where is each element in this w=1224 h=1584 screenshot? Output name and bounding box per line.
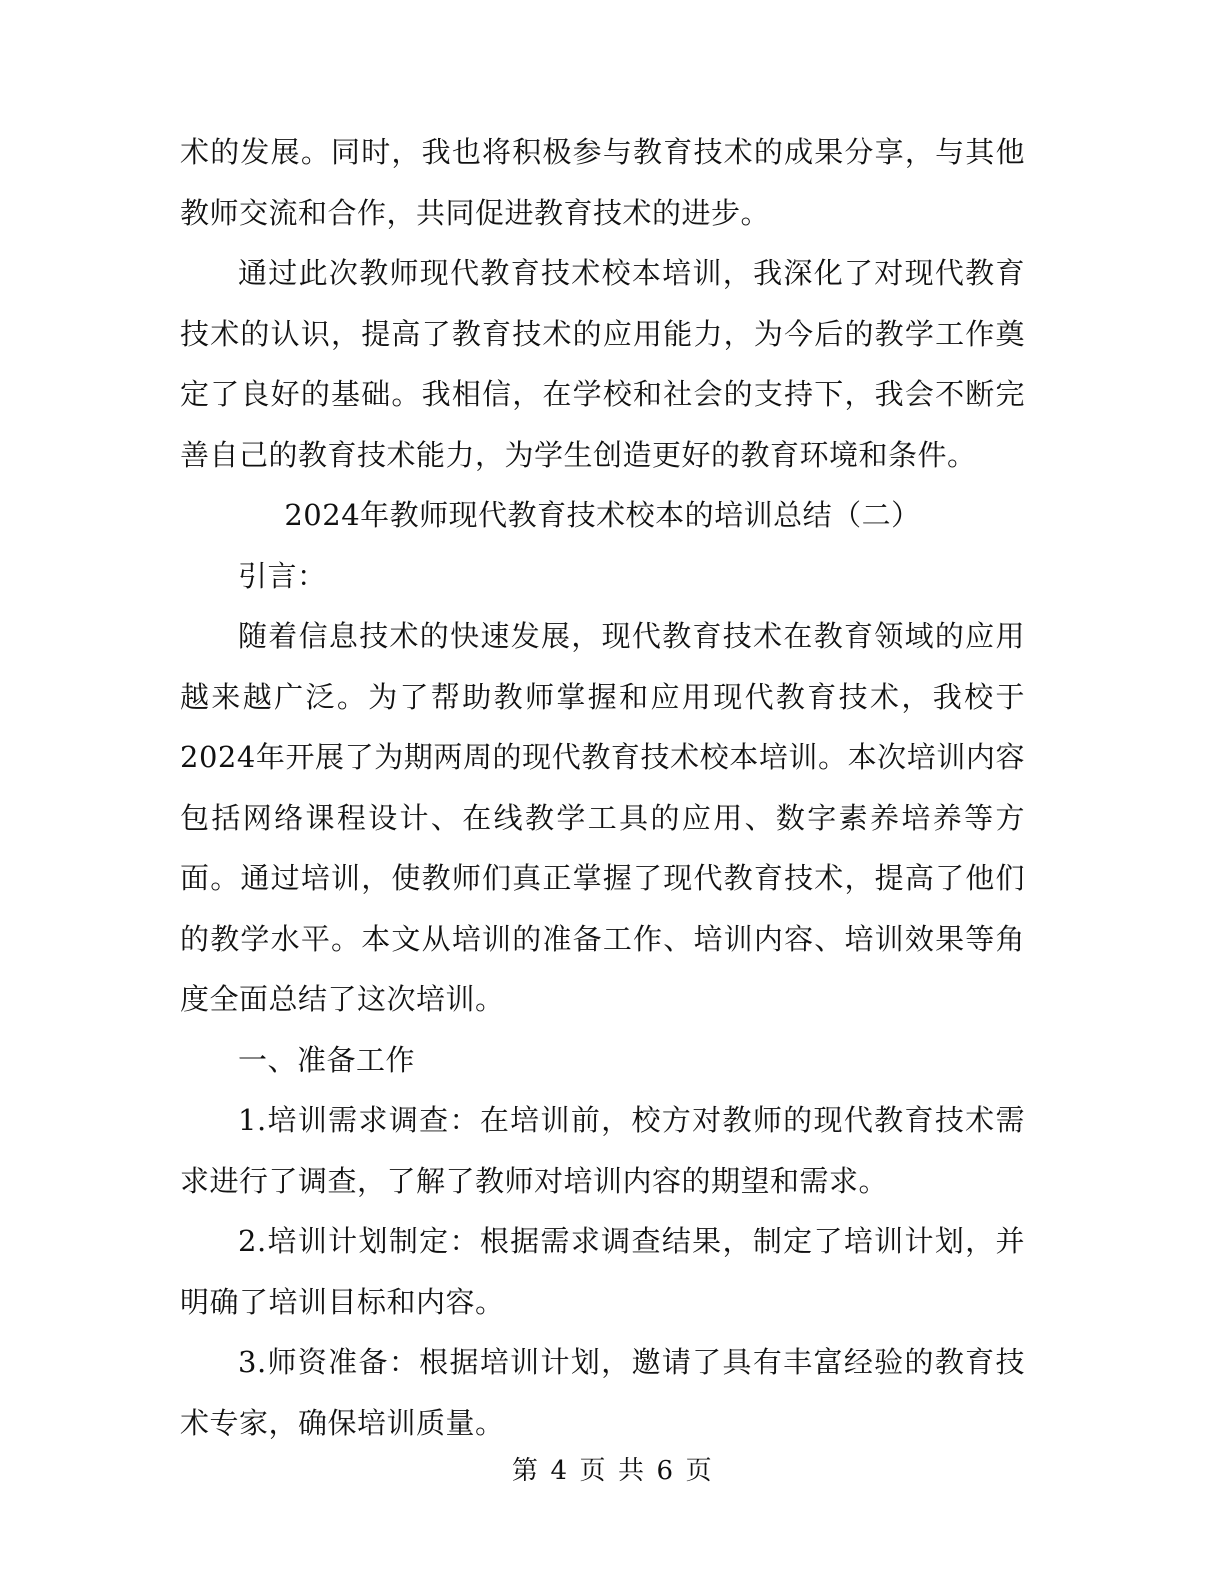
list-item: 2.培训计划制定：根据需求调查结果，制定了培训计划，并明确了培训目标和内容。: [180, 1224, 1025, 1319]
section-title: 2024年教师现代教育技术校本的培训总结（二）: [284, 498, 921, 532]
page-footer: [0, 1456, 1224, 1486]
paragraph: 通过此次教师现代教育技术校本培训，我深化了对现代教育技术的认识，提高了教育技术的应用能力，为今后的教学工作奠定了良好的基础。我相信，在学校和社会的支持下，我会不断完善自己的教育技术能力，为学生创造更好的教育环境和条件。: [180, 256, 1025, 472]
list-item: 1.培训需求调查：在培训前，校方对教师的现代教育技术需求进行了调查，了解了教师对培训内容的期望和需求。: [180, 1103, 1025, 1198]
footer-total-prefix: 共: [618, 1456, 645, 1486]
paragraph: 术的发展。同时，我也将积极参与教育技术的成果分享，与其他教师交流和合作，共同促进教育技术的进步。: [180, 135, 1025, 230]
footer-prefix: 第: [511, 1456, 539, 1486]
footer-total-label: 页: [685, 1456, 713, 1486]
paragraph: 引言：: [238, 558, 327, 593]
document-body: [180, 122, 1025, 1453]
section-heading: 一、准备工作: [238, 1042, 416, 1077]
footer-page-label: 页: [579, 1456, 606, 1486]
paragraph: 随着信息技术的快速发展，现代教育技术在教育领域的应用越来越广泛。为了帮助教师掌握和应用现代教育技术，我校于2024年开展了为期两周的现代教育技术校本培训。本次培训内容包括网络课程设计、在线教学工具的应用、数字素养培养等方面。通过培训，使教师们真正掌握了现代教育技术，提高了他们的教学水平。本文从培训的准备工作、培训内容、培训效果等角度全面总结了这次培训。: [180, 619, 1025, 1016]
list-item: 3.师资准备：根据培训计划，邀请了具有丰富经验的教育技术专家，确保培训质量。: [180, 1345, 1025, 1440]
current-page-number: 4: [550, 1456, 568, 1486]
total-page-count: 6: [656, 1456, 674, 1486]
